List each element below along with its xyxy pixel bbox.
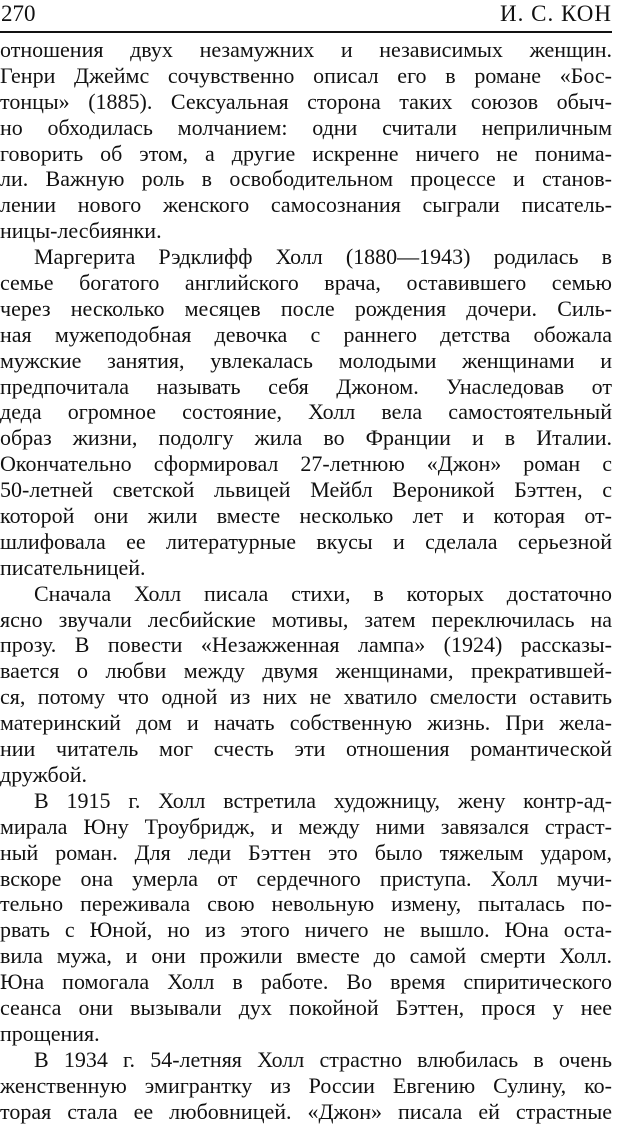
paragraph-first-line: В 1934 г. 54-летняя Холл страстно влюбилась в очень — [34, 1046, 612, 1072]
text-line: образ жизни, подолгу жила во Франции и в Италии. — [0, 425, 612, 451]
text-line: вается о любви между двумя женщинами, прекратившей- — [0, 658, 612, 684]
text-line: Окончательно сформировал 27-летнюю «Джон» роман с — [0, 451, 612, 477]
body-text — [0, 37, 612, 1124]
running-header — [0, 0, 612, 32]
text-line: прозу. В повести «Незажженная лампа» (1924) рассказы- — [0, 632, 612, 658]
text-line: тельно переживала свою невольную измену, пыталась по- — [0, 891, 612, 917]
text-line: рвать с Юной, но из этого ничего не вышло. Юна оста- — [0, 917, 612, 943]
text-line: нии читатель мог счесть эти отношения романтической — [0, 736, 612, 762]
text-line: мужские занятия, увлекалась молодыми женщинами и — [0, 347, 612, 373]
text-line: вила мужа, и они прожили вместе до самой смерти Холл. — [0, 943, 612, 969]
text-line: ный роман. Для леди Бэттен это было тяжелым ударом, — [0, 839, 612, 865]
paragraph-first-line: Сначала Холл писала стихи, в которых достаточно — [34, 580, 612, 606]
text-line: шлифовала ее литературные вкусы и сделала серьезной — [0, 528, 612, 554]
text-line: но обходилась молчанием: одни считали неприличным — [0, 114, 612, 140]
text-line: сеанса они вызывали дух покойной Бэттен, прося у нее — [0, 994, 612, 1020]
text-line: говорить об этом, а другие искренне ничего не понима- — [0, 140, 612, 166]
text-line: ницы-лесбиянки. — [0, 218, 162, 244]
text-line: которой они жили вместе несколько лет и которая от- — [0, 503, 612, 529]
text-line: ная мужеподобная девочка с раннего детства обожала — [0, 321, 612, 347]
text-line: дружбой. — [0, 761, 87, 787]
text-line: предпочитала называть себя Джоном. Унаследовав от — [0, 373, 612, 399]
text-line: ясно звучали лесбийские мотивы, затем переключилась на — [0, 606, 612, 632]
text-line: женственную эмигрантку из России Евгению Сулину, ко- — [0, 1072, 612, 1098]
text-line: 50-летней светской львицей Мейбл Вероникой Бэттен, с — [0, 477, 612, 503]
header-rule — [0, 31, 612, 33]
text-line: деда огромное состояние, Холл вела самостоятельный — [0, 399, 612, 425]
text-line: материнский дом и начать собственную жизнь. При жела- — [0, 710, 612, 736]
text-line: ли. Важную роль в освободительном процессе и станов- — [0, 166, 612, 192]
text-line: вскоре она умерла от сердечного приступа. Холл мучи- — [0, 865, 612, 891]
paragraph-first-line: В 1915 г. Холл встретила художницу, жену контр-ад- — [34, 787, 612, 813]
text-line: отношения двух незамужних и независимых женщин. — [0, 37, 612, 62]
paragraph-first-line: Маргерита Рэдклифф Холл (1880—1943) родилась в — [34, 244, 612, 270]
text-line: лении нового женского самосознания сыграли писатель- — [0, 192, 612, 218]
text-line: писательницей. — [0, 554, 146, 580]
text-line: ся, потому что одной из них не хватило смелости оставить — [0, 684, 612, 710]
page-number: 270 — [1, 1, 36, 26]
text-line: тонцы» (1885). Сексуальная сторона таких союзов обыч- — [0, 88, 612, 114]
text-line: мирала Юну Троубридж, и между ними завязался страст- — [0, 813, 612, 839]
text-line: через несколько месяцев после рождения дочери. Силь- — [0, 295, 612, 321]
text-line: Генри Джеймс сочувственно описал его в романе «Бос- — [0, 62, 612, 88]
running-title: И. С. КОН — [500, 1, 612, 26]
text-line: Юна помогала Холл в работе. Во время спиритического — [0, 969, 612, 995]
text-line: торая стала ее любовницей. «Джон» писала ей страстные — [0, 1098, 612, 1124]
text-line: прощения. — [0, 1020, 100, 1046]
text-line: семье богатого английского врача, оставившего семью — [0, 270, 612, 296]
